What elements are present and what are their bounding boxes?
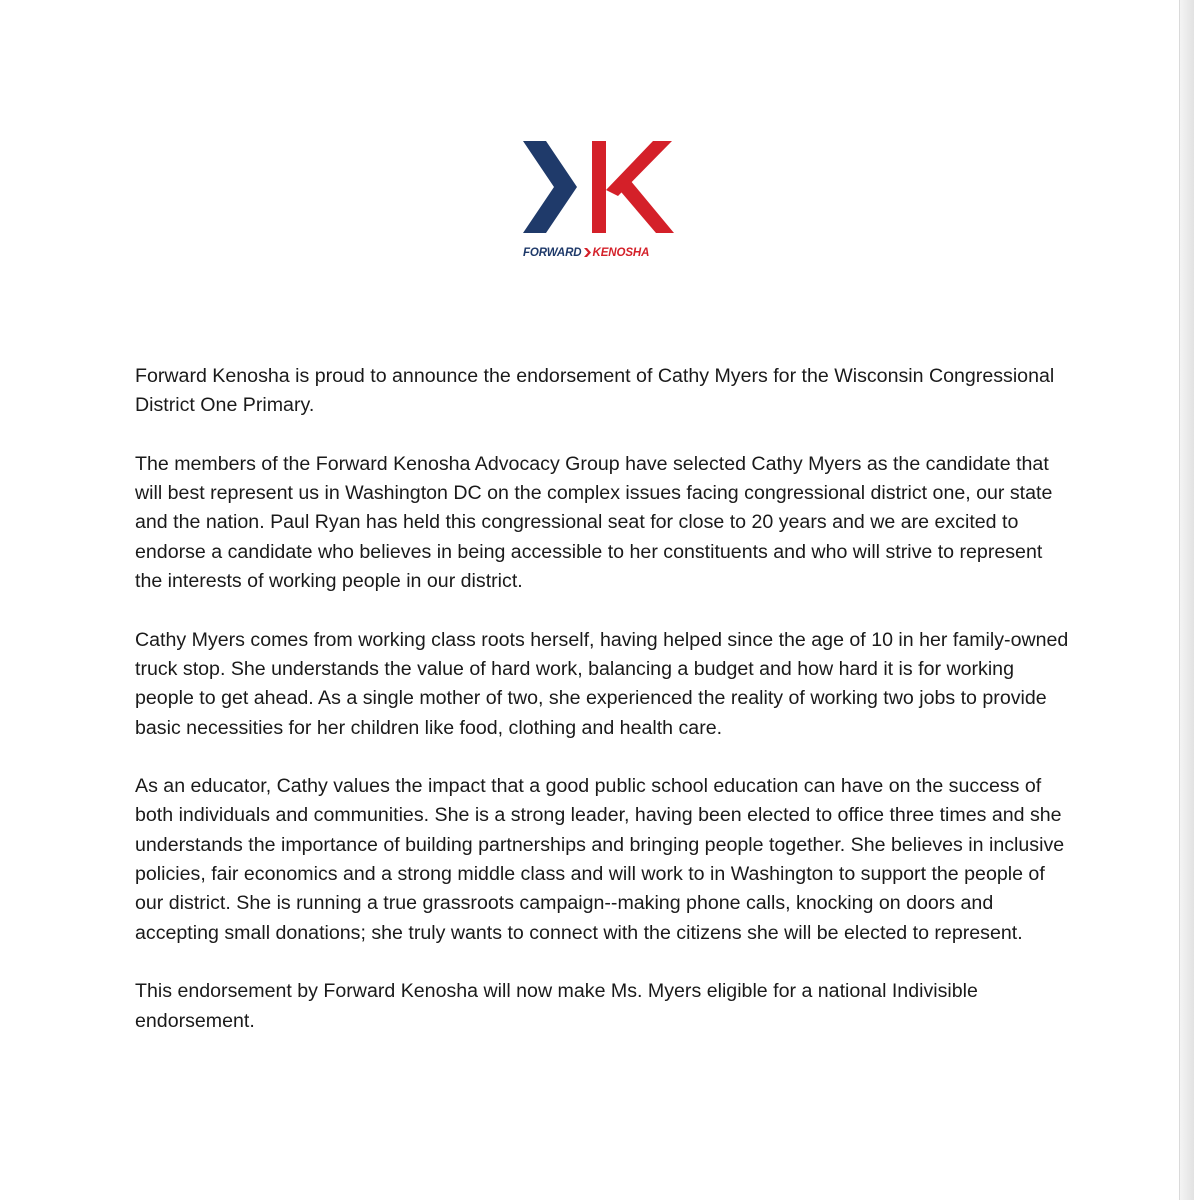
- wordmark-chevron-icon: [584, 248, 592, 257]
- logo-k-stem-icon: [592, 141, 606, 233]
- endorsement-letter-body: [135, 362, 1070, 1036]
- wordmark-forward: FORWARD: [523, 247, 582, 259]
- paragraph-background: Cathy Myers comes from working class roots herself, having helped since the age of 10 in her family-owned truck stop. She understands the value of hard work, balancing a budget and how hard it is for working people to get ahead. As a single mother of two, she experienced the reality of working two jobs to provide basic necessities for her children like food, clothing and health care.: [135, 628, 1069, 739]
- paragraph-announcement: Forward Kenosha is proud to announce the endorsement of Cathy Myers for the Wisconsin Congressional District One Primary.: [135, 365, 1055, 417]
- wordmark-kenosha: KENOSHA: [592, 247, 650, 259]
- logo-k-upper-arm-icon: [606, 141, 672, 196]
- paragraph-eligibility: This endorsement by Forward Kenosha will now make Ms. Myers eligible for a national Indivisible endorsement.: [135, 980, 978, 1032]
- logo-k-lower-leg-icon: [616, 180, 674, 233]
- page-edge-shadow: [1179, 0, 1194, 1200]
- paragraph-educator: As an educator, Cathy values the impact that a good public school education can have on the success of both individuals and communities. She is a strong leader, having been elected to office three times and she understands the importance of building partnerships and bringing people together. She believes in inclusive policies, fair economics and a strong middle class and will work to in Washington to support the people of our district. She is running a true grassroots campaign--making phone calls, knocking on doors and accepting small donations; she truly wants to connect with the citizens she will be elected to represent.: [135, 775, 1065, 944]
- paragraph-selection: The members of the Forward Kenosha Advocacy Group have selected Cathy Myers as the candidate that will best represent us in Washington DC on the complex issues facing congressional district one, our state and the nation. Paul Ryan has held this congressional seat for close to 20 years and we are excited to endorse a candidate who believes in being accessible to her constituents and who will strive to represent the interests of working people in our district.: [135, 452, 1053, 593]
- logo-chevron-icon: [523, 141, 577, 233]
- logo-wordmark: [523, 244, 683, 262]
